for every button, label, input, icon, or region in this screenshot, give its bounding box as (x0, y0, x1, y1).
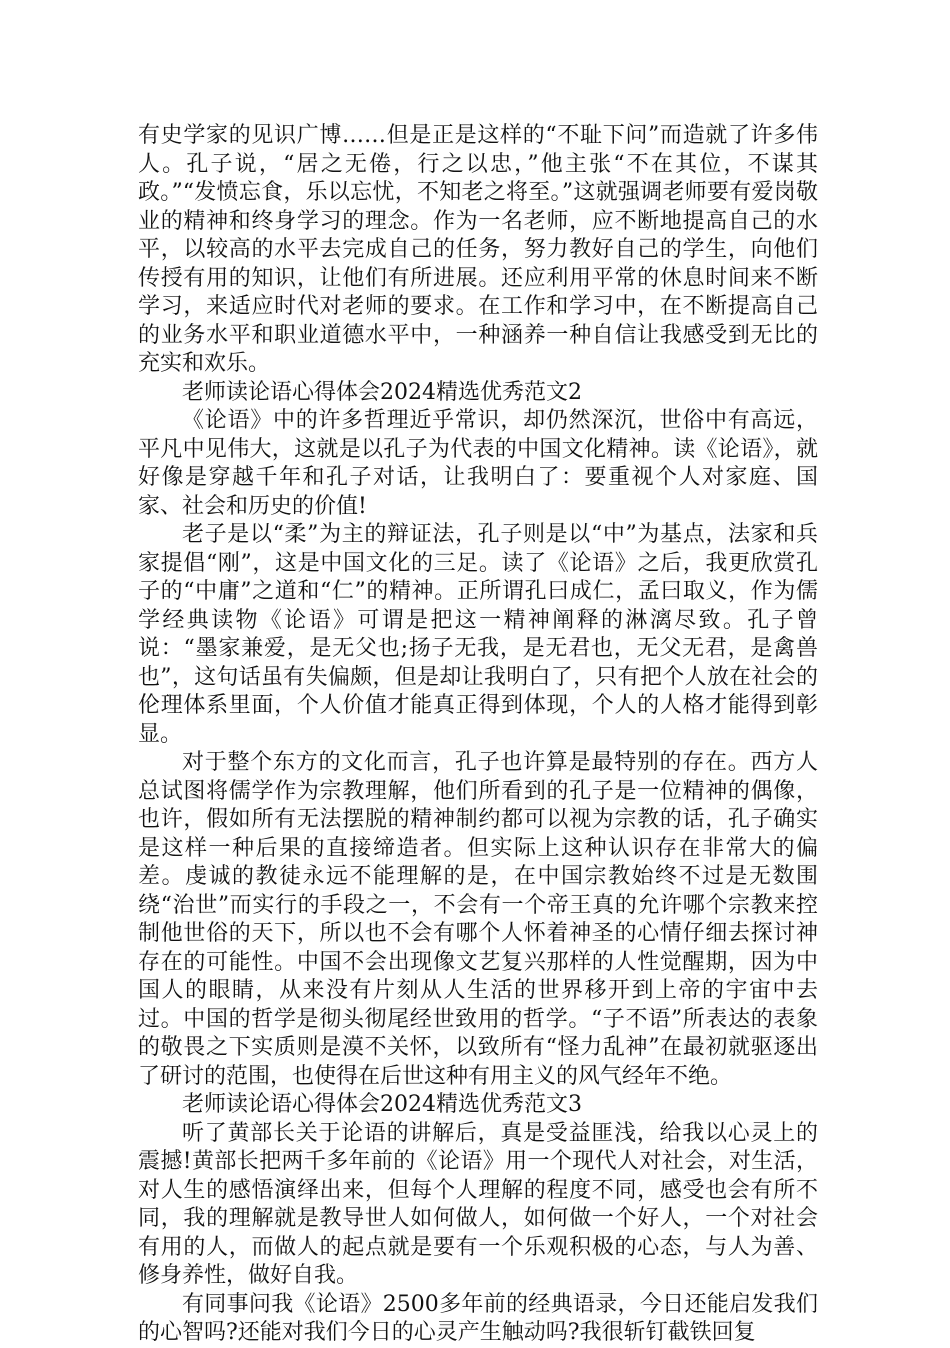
section-heading-2: 老师读论语心得体会2024精选优秀范文2 (182, 379, 582, 405)
paragraph: 对于整个东方的文化而言，孔子也许算是最特别的存在。西方人总试图将儒学作为宗教理解，他们所看到的孔子是一位精神的偶像，也许，假如所有无法摆脱的精神制约都可以视为宗教的话，孔子确实是这样一种后果的直接缔造者。但实际上这种认识存在非常大的偏差。虔诚的教徒永远不能理解的是，在中国宗教始终不过是无数围绕“治世”而实行的手段之一，不会有一个帝王真的允许哪个宗教来控制他世俗的天下，所以也不会有哪个人怀着神圣的心情仔细去探讨神存在的可能性。中国不会出现像文艺复兴那样的人性觉醒期，因为中国人的眼睛，从来没有片刻从人生活的世界移开到上帝的宇宙中去过。中国的哲学是彻头彻尾经世致用的哲学。“子不语”所表达的表象的敬畏之下实质则是漠不关怀，以致所有“怪力乱神”在最初就驱逐出了研讨的范围，也使得在后世这种有用主义的风气经年不绝。 (138, 750, 818, 1089)
document-page (138, 122, 818, 1348)
paragraph: 老子是以“柔”为主的辩证法，孔子则是以“中”为基点，法家和兵家提倡“刚”，这是中国文化的三足。读了《论语》之后，我更欣赏孔子的“中庸”之道和“仁”的精神。正所谓孔曰成仁，孟曰取义，作为儒学经典读物《论语》可谓是把这一精神阐释的淋漓尽致。孔子曾说：“墨家兼爱，是无父也;扬子无我，是无君也，无父无君，是禽兽也”，这句话虽有失偏颇，但是却让我明白了，只有把个人放在社会的伦理体系里面，个人价值才能真正得到体现，个人的人格才能得到彰显。 (138, 522, 818, 747)
paragraph: 《论语》中的许多哲理近乎常识，却仍然深沉，世俗中有高远，平凡中见伟大，这就是以孔子为代表的中国文化精神。读《论语》，就好像是穿越千年和孔子对话，让我明白了：要重视个人对家庭、国家、社会和历史的价值! (138, 408, 818, 519)
paragraph: 听了黄部长关于论语的讲解后，真是受益匪浅，给我以心灵上的震撼!黄部长把两千多年前的《论语》用一个现代人对社会，对生活，对人生的感悟演绎出来，但每个人理解的程度不同，感受也会有所不同，我的理解就是教导世人如何做人，如何做一个好人，一个对社会有用的人，而做人的起点就是要有一个乐观积极的心态，与人为善、修身养性，做好自我。 (138, 1120, 818, 1288)
paragraph-continuation: 有史学家的见识广博……但是正是这样的“不耻下问”而造就了许多伟人。孔子说，“居之无倦，行之以忠，”他主张“不在其位，不谋其政。”“发愤忘食，乐以忘忧，不知老之将至。”这就强调老师要有爱岗敬业的精神和终身学习的理念。作为一名老师，应不断地提高自己的水平，以较高的水平去完成自己的任务，努力教好自己的学生，向他们传授有用的知识，让他们有所进展。还应利用平常的休息时间来不断学习，来适应时代对老师的要求。在工作和学习中，在不断提高自己的业务水平和职业道德水平中，一种涵养一种自信让我感受到无比的充实和欢乐。 (138, 123, 818, 376)
section-heading-3: 老师读论语心得体会2024精选优秀范文3 (182, 1092, 582, 1117)
paragraph: 有同事问我《论语》2500多年前的经典语录，今日还能启发我们的心智吗?还能对我们今日的心灵产生触动吗?我很斩钉截铁回复 (138, 1291, 818, 1345)
